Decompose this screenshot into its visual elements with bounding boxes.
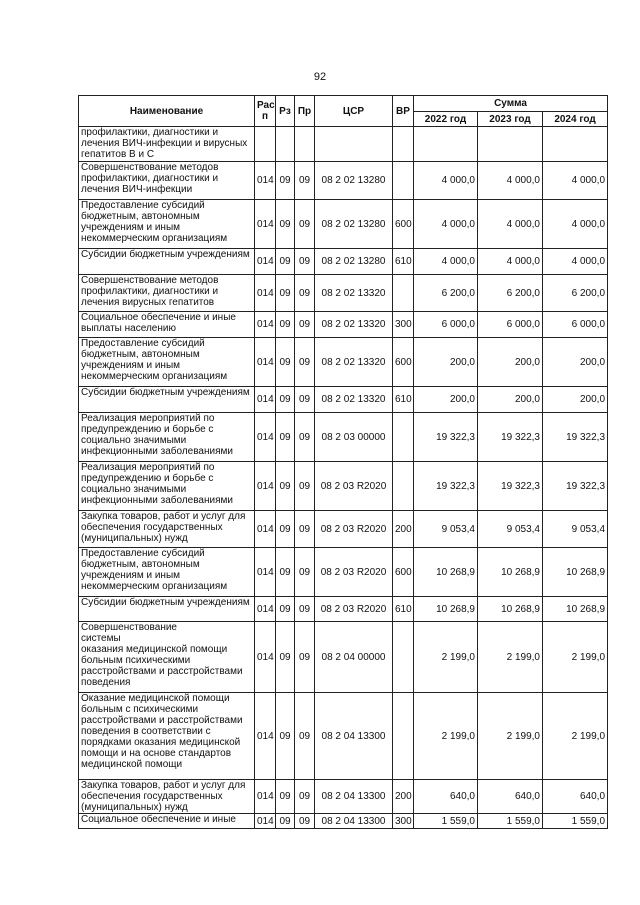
cell-csr: 08 2 03 00000 xyxy=(315,413,393,462)
cell-csr: 08 2 04 13300 xyxy=(315,780,393,814)
cell-vr: 300 xyxy=(393,312,414,338)
cell-csr: 08 2 03 R2020 xyxy=(315,462,393,511)
cell-rz: 09 xyxy=(276,780,295,814)
table-row xyxy=(79,622,608,693)
cell-2023: 2 199,0 xyxy=(478,693,543,780)
cell-csr: 08 2 04 13300 xyxy=(315,814,393,829)
cell-2024 xyxy=(543,127,608,162)
cell-vr xyxy=(393,162,414,200)
table-row xyxy=(79,312,608,338)
cell-csr: 08 2 02 13280 xyxy=(315,162,393,200)
cell-rz: 09 xyxy=(276,200,295,249)
cell-name: Предоставление субсидий бюджетным, автономным учреждениям и иным некоммерческим организациям xyxy=(79,200,255,249)
header-2024: 2024 год xyxy=(543,112,608,127)
cell-2022: 19 322,3 xyxy=(414,462,478,511)
cell-rasp: 014 xyxy=(255,162,276,200)
cell-name: Субсидии бюджетным учреждениям xyxy=(79,249,255,275)
table-row xyxy=(79,162,608,200)
cell-csr: 08 2 04 13300 xyxy=(315,693,393,780)
table-row xyxy=(79,275,608,312)
cell-2022: 640,0 xyxy=(414,780,478,814)
table-row xyxy=(79,511,608,548)
cell-vr: 610 xyxy=(393,249,414,275)
table-row xyxy=(79,693,608,780)
cell-csr: 08 2 02 13320 xyxy=(315,275,393,312)
cell-2023: 6 200,0 xyxy=(478,275,543,312)
cell-pr: 09 xyxy=(295,249,315,275)
cell-2023: 19 322,3 xyxy=(478,462,543,511)
cell-rz: 09 xyxy=(276,413,295,462)
header-name: Наименование xyxy=(79,96,255,127)
cell-name: Закупка товаров, работ и услуг для обеспечения государственных (муниципальных) нужд xyxy=(79,780,255,814)
table-row xyxy=(79,780,608,814)
cell-2024: 19 322,3 xyxy=(543,462,608,511)
cell-csr: 08 2 03 R2020 xyxy=(315,548,393,597)
budget-table xyxy=(78,95,608,829)
cell-2023: 4 000,0 xyxy=(478,200,543,249)
cell-vr xyxy=(393,622,414,693)
cell-2022: 2 199,0 xyxy=(414,693,478,780)
cell-pr: 09 xyxy=(295,814,315,829)
cell-2023: 640,0 xyxy=(478,780,543,814)
cell-vr xyxy=(393,127,414,162)
cell-vr: 200 xyxy=(393,780,414,814)
cell-csr: 08 2 02 13320 xyxy=(315,387,393,413)
cell-rz: 09 xyxy=(276,249,295,275)
cell-name: профилактики, диагностики и лечения ВИЧ-инфекции и вирусных гепатитов В и С xyxy=(79,127,255,162)
cell-2023: 10 268,9 xyxy=(478,597,543,622)
cell-rz xyxy=(276,127,295,162)
cell-2023: 4 000,0 xyxy=(478,162,543,200)
cell-rasp: 014 xyxy=(255,780,276,814)
header-rasp: Рас п xyxy=(255,96,276,127)
cell-pr: 09 xyxy=(295,622,315,693)
cell-rasp: 014 xyxy=(255,249,276,275)
cell-name: Субсидии бюджетным учреждениям xyxy=(79,387,255,413)
cell-pr: 09 xyxy=(295,387,315,413)
cell-name: Субсидии бюджетным учреждениям xyxy=(79,597,255,622)
table-row xyxy=(79,548,608,597)
cell-csr: 08 2 03 R2020 xyxy=(315,511,393,548)
cell-2024: 4 000,0 xyxy=(543,249,608,275)
table-row xyxy=(79,462,608,511)
cell-name: Реализация мероприятий по предупреждению и борьбе с социально значимыми инфекционными заболеваниями xyxy=(79,413,255,462)
page-number: 92 xyxy=(313,71,327,83)
cell-pr: 09 xyxy=(295,312,315,338)
header-sum: Сумма xyxy=(414,96,608,112)
cell-rz: 09 xyxy=(276,511,295,548)
cell-2024: 200,0 xyxy=(543,338,608,387)
cell-pr: 09 xyxy=(295,413,315,462)
cell-2024: 19 322,3 xyxy=(543,413,608,462)
table-row xyxy=(79,338,608,387)
cell-2024: 4 000,0 xyxy=(543,162,608,200)
cell-2024: 6 000,0 xyxy=(543,312,608,338)
cell-name: Закупка товаров, работ и услуг для обеспечения государственных (муниципальных) нужд xyxy=(79,511,255,548)
cell-name: Совершенствование системы оказания медицинской помощи больным психическими расстройствами и расстройствами поведения xyxy=(79,622,255,693)
cell-csr: 08 2 04 00000 xyxy=(315,622,393,693)
cell-name: Совершенствование методов профилактики, диагностики и лечения вирусных гепатитов xyxy=(79,275,255,312)
cell-pr: 09 xyxy=(295,338,315,387)
cell-rz: 09 xyxy=(276,548,295,597)
header-pr: Пр xyxy=(295,96,315,127)
cell-rasp: 014 xyxy=(255,312,276,338)
cell-rasp: 014 xyxy=(255,814,276,829)
cell-2024: 10 268,9 xyxy=(543,548,608,597)
cell-2022: 4 000,0 xyxy=(414,200,478,249)
cell-rasp: 014 xyxy=(255,548,276,597)
cell-vr xyxy=(393,413,414,462)
header-2022: 2022 год xyxy=(414,112,478,127)
table-row xyxy=(79,413,608,462)
cell-2022 xyxy=(414,127,478,162)
table-row xyxy=(79,200,608,249)
cell-csr: 08 2 02 13320 xyxy=(315,338,393,387)
cell-csr xyxy=(315,127,393,162)
header-row-top xyxy=(79,96,608,112)
cell-vr: 600 xyxy=(393,338,414,387)
header-rz: Рз xyxy=(276,96,295,127)
cell-vr: 300 xyxy=(393,814,414,829)
cell-rasp: 014 xyxy=(255,622,276,693)
cell-rz: 09 xyxy=(276,338,295,387)
cell-2024: 200,0 xyxy=(543,387,608,413)
cell-2024: 640,0 xyxy=(543,780,608,814)
cell-csr: 08 2 02 13280 xyxy=(315,249,393,275)
cell-vr xyxy=(393,462,414,511)
cell-pr: 09 xyxy=(295,693,315,780)
cell-name: Оказание медицинской помощи больным с психическими расстройствами и расстройствами поведения в соответствии с порядками оказания медицинской помощи и на основе стандартов медицинской помощи xyxy=(79,693,255,780)
cell-rasp: 014 xyxy=(255,387,276,413)
cell-2023: 4 000,0 xyxy=(478,249,543,275)
cell-vr: 600 xyxy=(393,200,414,249)
cell-name: Социальное обеспечение и иные выплаты населению xyxy=(79,312,255,338)
cell-rz: 09 xyxy=(276,275,295,312)
cell-2022: 9 053,4 xyxy=(414,511,478,548)
cell-rasp: 014 xyxy=(255,200,276,249)
cell-2024: 4 000,0 xyxy=(543,200,608,249)
cell-2022: 19 322,3 xyxy=(414,413,478,462)
cell-csr: 08 2 02 13280 xyxy=(315,200,393,249)
cell-2022: 2 199,0 xyxy=(414,622,478,693)
cell-rasp: 014 xyxy=(255,338,276,387)
cell-2023: 1 559,0 xyxy=(478,814,543,829)
cell-vr: 600 xyxy=(393,548,414,597)
cell-rz: 09 xyxy=(276,387,295,413)
cell-rasp: 014 xyxy=(255,275,276,312)
cell-rz: 09 xyxy=(276,814,295,829)
cell-rz: 09 xyxy=(276,597,295,622)
cell-pr: 09 xyxy=(295,511,315,548)
cell-2023: 9 053,4 xyxy=(478,511,543,548)
cell-2022: 4 000,0 xyxy=(414,249,478,275)
cell-pr: 09 xyxy=(295,780,315,814)
table-row xyxy=(79,597,608,622)
cell-pr: 09 xyxy=(295,462,315,511)
cell-rz: 09 xyxy=(276,162,295,200)
cell-2024: 9 053,4 xyxy=(543,511,608,548)
cell-2024: 10 268,9 xyxy=(543,597,608,622)
cell-rasp: 014 xyxy=(255,511,276,548)
cell-2023: 6 000,0 xyxy=(478,312,543,338)
cell-2023: 19 322,3 xyxy=(478,413,543,462)
cell-2022: 6 000,0 xyxy=(414,312,478,338)
cell-pr xyxy=(295,127,315,162)
cell-pr: 09 xyxy=(295,162,315,200)
cell-rasp: 014 xyxy=(255,413,276,462)
cell-2022: 200,0 xyxy=(414,338,478,387)
cell-rasp: 014 xyxy=(255,597,276,622)
cell-vr xyxy=(393,693,414,780)
table-row xyxy=(79,127,608,162)
cell-csr: 08 2 03 R2020 xyxy=(315,597,393,622)
header-csr: ЦСР xyxy=(315,96,393,127)
cell-vr: 200 xyxy=(393,511,414,548)
table-row xyxy=(79,387,608,413)
cell-vr: 610 xyxy=(393,597,414,622)
table-body xyxy=(79,127,608,829)
table-row xyxy=(79,814,608,829)
cell-rasp: 014 xyxy=(255,462,276,511)
cell-pr: 09 xyxy=(295,275,315,312)
cell-rz: 09 xyxy=(276,312,295,338)
cell-2022: 10 268,9 xyxy=(414,548,478,597)
cell-rz: 09 xyxy=(276,693,295,780)
cell-2022: 6 200,0 xyxy=(414,275,478,312)
cell-2024: 2 199,0 xyxy=(543,622,608,693)
cell-pr: 09 xyxy=(295,548,315,597)
cell-2023 xyxy=(478,127,543,162)
cell-name: Социальное обеспечение и иные xyxy=(79,814,255,829)
cell-name: Предоставление субсидий бюджетным, автономным учреждениям и иным некоммерческим организациям xyxy=(79,548,255,597)
cell-2023: 2 199,0 xyxy=(478,622,543,693)
cell-rz: 09 xyxy=(276,462,295,511)
cell-2023: 200,0 xyxy=(478,387,543,413)
table-row xyxy=(79,249,608,275)
cell-2024: 6 200,0 xyxy=(543,275,608,312)
cell-name: Совершенствование методов профилактики, диагностики и лечения ВИЧ-инфекции xyxy=(79,162,255,200)
cell-2023: 10 268,9 xyxy=(478,548,543,597)
cell-name: Реализация мероприятий по предупреждению и борьбе с социально значимыми инфекционными заболеваниями xyxy=(79,462,255,511)
cell-name: Предоставление субсидий бюджетным, автономным учреждениям и иным некоммерческим организациям xyxy=(79,338,255,387)
header-vr: ВР xyxy=(393,96,414,127)
cell-2022: 4 000,0 xyxy=(414,162,478,200)
cell-2023: 200,0 xyxy=(478,338,543,387)
cell-2022: 1 559,0 xyxy=(414,814,478,829)
cell-vr xyxy=(393,275,414,312)
cell-2024: 1 559,0 xyxy=(543,814,608,829)
cell-csr: 08 2 02 13320 xyxy=(315,312,393,338)
cell-rasp xyxy=(255,127,276,162)
cell-rz: 09 xyxy=(276,622,295,693)
cell-2022: 10 268,9 xyxy=(414,597,478,622)
cell-2022: 200,0 xyxy=(414,387,478,413)
header-2023: 2023 год xyxy=(478,112,543,127)
cell-pr: 09 xyxy=(295,200,315,249)
cell-rasp: 014 xyxy=(255,693,276,780)
cell-vr: 610 xyxy=(393,387,414,413)
cell-pr: 09 xyxy=(295,597,315,622)
cell-2024: 2 199,0 xyxy=(543,693,608,780)
